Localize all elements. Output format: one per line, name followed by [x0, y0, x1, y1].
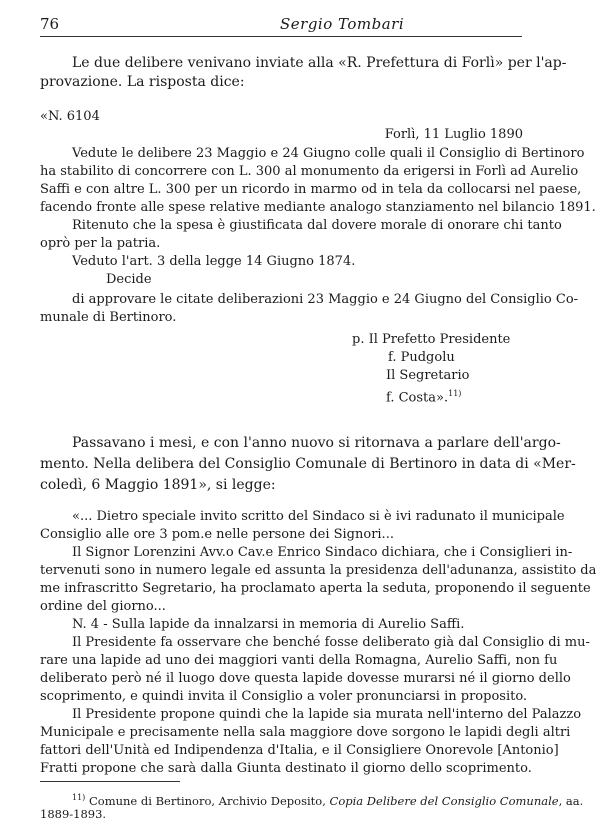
quote-line: fattori dell'Unità ed Indipendenza d'Italia, e il Consigliere Onorevole [Antonio] [40, 743, 559, 758]
quote-line: N. 4 - Sulla lapide da innalzarsi in memoria di Aurelio Saffi. [72, 617, 465, 632]
quote-line: Municipale e precisamente nella sala maggiore dove sorgono le lapidi degli altri [40, 725, 571, 740]
intro-line: Le due delibere venivano inviate alla «R. Prefettura di Forlì» per l'ap- [72, 55, 567, 71]
footnote-line: 1889-1893. [40, 807, 107, 821]
quote-line: Il Presidente propone quindi che la lapide sia murata nell'interno del Palazzo [72, 707, 582, 722]
letter-number: «N. 6104 [40, 109, 100, 124]
quote-line: deliberato però né il luogo dove questa lapide dovesse murarsi né il giorno dello [40, 671, 571, 686]
running-title: Sergio Tombari [280, 15, 405, 33]
quote-line: Consiglio alle ore 3 pom.e nelle persone dei Signori... [40, 527, 394, 542]
intro-line: provazione. La risposta dice: [40, 74, 245, 90]
letter-line: Vedute le delibere 23 Maggio e 24 Giugno colle quali il Consiglio di Bertinoro [72, 146, 585, 161]
quote-line: tervenuti sono in numero legale ed assunta la presidenza dell'adunanza, assistito da [40, 563, 596, 578]
signature-line: f. Pudgolu [388, 350, 455, 365]
paragraph-line: Passavano i mesi, e con l'anno nuovo si ritornava a parlare dell'argo- [72, 435, 561, 451]
letter-line: Veduto l'art. 3 della legge 14 Giugno 1874. [72, 254, 356, 269]
letter-line: munale di Bertinoro. [40, 310, 177, 325]
letter-line: di approvare le citate deliberazioni 23 Maggio e 24 Giugno del Consiglio Co- [72, 292, 579, 307]
paragraph-line: coledì, 6 Maggio 1891», si legge: [40, 477, 276, 493]
footnote-title: Copia Delibere del Consiglio Comunale [329, 793, 559, 808]
quote-line: «... Dietro speciale invito scritto del Sindaco si è ivi radunato il municipale [72, 509, 565, 524]
quote-line: Fratti propone che sarà dalla Giunta destinato il giorno dello scoprimento. [40, 761, 532, 776]
letter-line: Ritenuto che la spesa è giustificata dal dovere morale di onorare chi tanto [72, 218, 562, 233]
footnote-marker: 11) [72, 793, 86, 802]
quote-line: Il Presidente fa osservare che benché fosse deliberato già dal Consiglio di mu- [72, 635, 590, 650]
footnote-source: Comune di Bertinoro, Archivio Deposito, [88, 793, 330, 808]
letter-decide: Decide [106, 272, 152, 287]
footnote-line [72, 790, 584, 809]
page-number: 76 [40, 15, 60, 33]
footnote-years-label: , aa. [558, 793, 584, 808]
header-rule [40, 36, 522, 37]
footnote-rule [40, 781, 180, 782]
letter-line: facendo fronte alle spese relative mediante analogo stanziamento nel bilancio 1891. [40, 200, 596, 215]
paragraph-line: mento. Nella delibera del Consiglio Comunale di Bertinoro in data di «Mer- [40, 456, 576, 472]
signature-line: p. Il Prefetto Presidente [352, 332, 511, 347]
letter-line: Saffi e con altre L. 300 per un ricordo in marmo od in tela da collocarsi nel paese, [40, 182, 582, 197]
signature-line [386, 386, 461, 406]
quote-line: me infrascritto Segretario, ha proclamato aperta la seduta, proponendo il seguente [40, 581, 591, 596]
letter-line: oprò per la patria. [40, 236, 161, 251]
signature-name: f. Costa». [386, 390, 449, 406]
letter-line: ha stabilito di concorrere con L. 300 al monumento da erigersi in Forlì ad Aurelio [40, 164, 579, 179]
quote-line: scoprimento, e quindi invita il Consiglio a voler pronunciarsi in proposito. [40, 689, 528, 704]
letter-place-date: Forlì, 11 Luglio 1890 [384, 127, 523, 142]
page-header [40, 15, 522, 37]
quote-line: rare una lapide ad uno dei maggiori vanti della Romagna, Aurelio Saffi, non fu [40, 653, 558, 668]
footnote-ref: 11) [448, 389, 462, 398]
signature-line: Il Segretario [386, 368, 470, 383]
quote-line: ordine del giorno... [40, 599, 166, 614]
quote-line: Il Signor Lorenzini Avv.o Cav.e Enrico Sindaco dichiara, che i Consiglieri in- [72, 545, 573, 560]
